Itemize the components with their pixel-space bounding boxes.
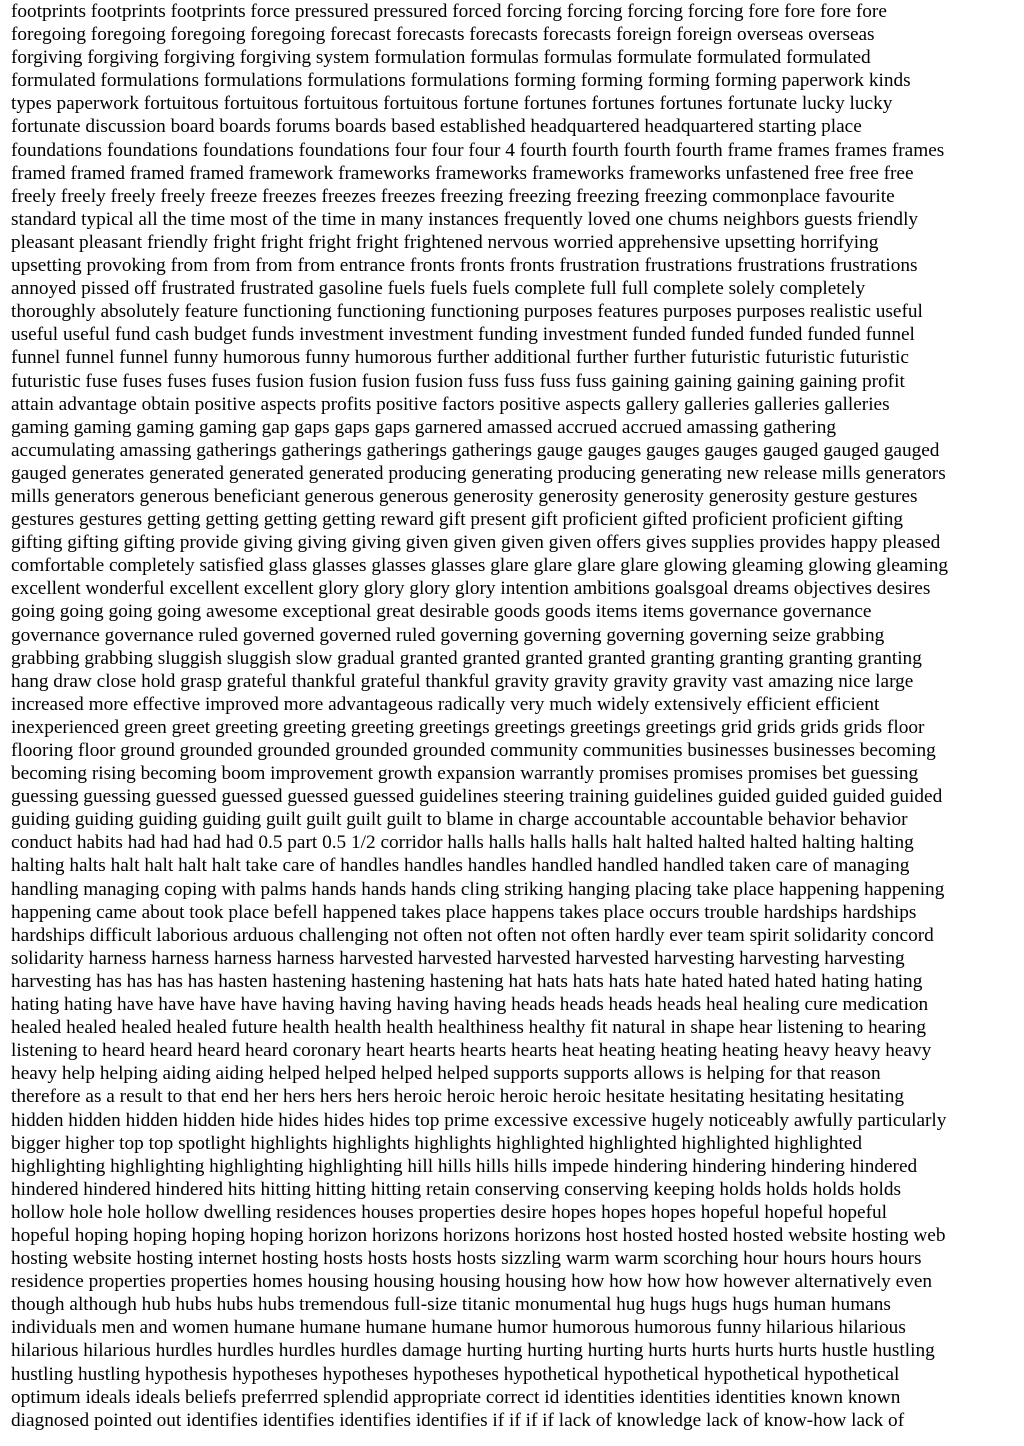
- text-line: hidden hidden hidden hidden hide hides hides hides top prime excessive excessive hugely noticeably awfully particularly: [11, 1109, 947, 1131]
- text-line: thoroughly absolutely feature functioning functioning functioning purposes features purposes purposes realistic useful: [11, 301, 923, 323]
- text-line: gifting gifting gifting provide giving giving giving given given given given offers gives supplies provides happy pleased: [11, 532, 941, 554]
- text-line: optimum ideals ideals beliefs preferrred splendid appropriate correct id identities identities identities known known: [11, 1386, 901, 1408]
- text-line: hang draw close hold grasp grateful thankful grateful thankful gravity gravity gravity gravity vast amazing nice large: [11, 670, 914, 692]
- text-line: hollow hole hole hollow dwelling residences houses properties desire hopes hopes hopes hopeful hopeful hopeful: [11, 1201, 888, 1223]
- text-line: listening to heard heard heard heard coronary heart hearts hearts hearts heat heating heating heating heavy heavy heavy: [11, 1040, 932, 1062]
- text-line: accumulating amassing gatherings gatherings gatherings gatherings gauge gauges gauges gauges gauged gauged gauged: [11, 439, 940, 461]
- text-line: pleasant pleasant friendly fright fright fright fright frightened nervous worried apprehensive upsetting horrifying: [11, 231, 879, 253]
- text-line: hindered hindered hindered hits hitting hitting hitting retain conserving conserving keeping holds holds holds holds: [11, 1178, 902, 1200]
- text-line: useful useful fund cash budget funds investment investment funding investment funded funded funded funded funnel: [11, 324, 915, 346]
- text-line: framed framed framed framed framework frameworks frameworks frameworks frameworks unfastened free free free: [11, 162, 914, 184]
- text-line: upsetting provoking from from from from entrance fronts fronts fronts frustration frustrations frustrations frustrations: [11, 255, 918, 277]
- text-line: harvesting has has has has hasten hastening hastening hastening hat hats hats hats hate hated hated hated hating hating: [11, 970, 923, 992]
- text-line: excellent wonderful excellent excellent glory glory glory glory intention ambitions goalsgoal dreams objectives desires: [11, 578, 931, 600]
- text-line: gaming gaming gaming gaming gap gaps gaps gaps garnered amassed accrued accrued amassing gathering: [11, 416, 837, 438]
- text-line: gauged generates generated generated generated producing generating producing generating new release mills generators: [11, 462, 946, 484]
- text-line: inexperienced green greet greeting greeting greeting greetings greetings greetings greetings grid grids grids grids floor: [11, 716, 925, 738]
- text-line: hardships difficult laborious arduous challenging not often not often not often hardly ever team spirit solidarity concord: [11, 924, 934, 946]
- text-line: grabbing grabbing sluggish sluggish slow gradual granted granted granted granted granting granting granting granting: [11, 647, 922, 669]
- text-line: gestures gestures getting getting getting getting reward gift present gift proficient gifted proficient proficient gifting: [11, 509, 904, 531]
- text-line: heavy help helping aiding aiding helped helped helped helped supports supports allows is helping for that reason: [11, 1063, 881, 1085]
- text-line: hating hating have have have have having having having having heads heads heads heads heal healing cure medication: [11, 994, 929, 1016]
- text-line: solidarity harness harness harness harness harvested harvested harvested harvested harvesting harvesting harvesting: [11, 947, 905, 969]
- text-line: futuristic fuse fuses fuses fuses fusion fusion fusion fusion fuss fuss fuss fuss gaining gaining gaining gaining profit: [11, 370, 905, 392]
- text-line: increased more effective improved more advantageous radically very much widely extensively efficient efficient: [11, 693, 880, 715]
- text-line: individuals men and women humane humane humane humane humor humorous humorous funny hilarious hilarious: [11, 1317, 906, 1339]
- text-line: handling managing coping with palms hands hands hands cling striking hanging placing take place happening happening: [11, 878, 945, 900]
- document-body-text: [11, 0, 1016, 1432]
- text-line: diagnosed pointed out identifies identifies identifies identifies if if if if lack of knowledge lack of know-how lack of: [11, 1409, 905, 1431]
- text-line: foundations foundations foundations foundations four four four 4 fourth fourth fourth fourth frame frames frames frames: [11, 139, 945, 161]
- text-line: annoyed pissed off frustrated frustrated gasoline fuels fuels fuels complete full full complete solely completely: [11, 278, 866, 300]
- text-line: foregoing foregoing foregoing foregoing forecast forecasts forecasts forecasts foreign foreign overseas overseas: [11, 24, 875, 46]
- text-line: hilarious hilarious hurdles hurdles hurdles hurdles damage hurting hurting hurting hurts hurts hurts hurts hustle hustling: [11, 1340, 935, 1362]
- text-line: comfortable completely satisfied glass glasses glasses glasses glare glare glare glare glowing gleaming glowing gleaming: [11, 555, 949, 577]
- text-line: though although hub hubs hubs hubs tremendous full-size titanic monumental hug hugs hugs hugs human humans: [11, 1294, 891, 1316]
- text-line: becoming rising becoming boom improvement growth expansion warrantly promises promises promises bet guessing: [11, 763, 919, 785]
- text-line: footprints footprints footprints force pressured pressured forced forcing forcing forcing forcing fore fore fore fore: [11, 1, 887, 22]
- text-line: healed healed healed healed future health health health healthiness healthy fit natural in shape hear listening to hearing: [11, 1017, 926, 1039]
- text-line: happening came about took place befell happened takes place happens takes place occurs trouble hardships hardships: [11, 901, 917, 923]
- text-line: halting halts halt halt halt halt take care of handles handles handles handled handled handled taken care of managing: [11, 855, 910, 877]
- text-line: formulated formulations formulations formulations formulations forming forming forming forming paperwork kinds: [11, 70, 911, 92]
- text-line: funnel funnel funnel funny humorous funny humorous further additional further further futuristic futuristic futuristic: [11, 347, 909, 369]
- text-line: guiding guiding guiding guiding guilt guilt guilt guilt to blame in charge accountable accountable behavior behavior: [11, 809, 908, 831]
- text-line: going going going going awesome exceptional great desirable goods goods items items governance governance: [11, 601, 872, 623]
- text-line: residence properties properties homes housing housing housing housing how how how how however alternatively even: [11, 1271, 933, 1293]
- text-line: bigger higher top top spotlight highlights highlights highlights highlighted highlighted highlighted highlighted: [11, 1132, 863, 1154]
- text-line: guessing guessing guessed guessed guessed guessed guidelines steering training guidelines guided guided guided guided: [11, 786, 943, 808]
- text-line: flooring floor ground grounded grounded grounded grounded community communities businesses businesses becoming: [11, 740, 936, 761]
- text-line: hopeful hoping hoping hoping hoping horizon horizons horizons horizons host hosted hosted hosted website hosting web: [11, 1224, 946, 1246]
- text-line: mills generators generous beneficiant generous generous generosity generosity generosity generosity gesture gestures: [11, 485, 918, 507]
- text-line: governance governance ruled governed governed ruled governing governing governing governing seize grabbing: [11, 624, 885, 646]
- text-line: freely freely freely freely freeze freezes freezes freezes freezing freezing freezing freezing commonplace favourite: [11, 185, 895, 207]
- text-line: attain advantage obtain positive aspects profits positive factors positive aspects gallery galleries galleries galleries: [11, 393, 890, 415]
- text-line: types paperwork fortuitous fortuitous fortuitous fortuitous fortune fortunes fortunes fortunes fortunate lucky lucky: [11, 93, 893, 115]
- text-line: hosting website hosting internet hosting hosts hosts hosts hosts sizzling warm warm scorching hour hours hours hours: [11, 1248, 922, 1270]
- text-line: standard typical all the time most of the time in many instances frequently loved one chums neighbors guests friendly: [11, 208, 919, 230]
- text-line: fortunate discussion board boards forums boards based established headquartered headquartered starting place: [11, 116, 862, 138]
- text-line: conduct habits had had had had 0.5 part 0.5 1/2 corridor halls halls halls halls halt halted halted halted halting halting: [11, 832, 914, 854]
- text-line: forgiving forgiving forgiving forgiving system formulation formulas formulas formulate formulated formulated: [11, 47, 871, 69]
- text-line: highlighting highlighting highlighting highlighting hill hills hills hills impede hindering hindering hindering hindered: [11, 1155, 918, 1177]
- text-line: hustling hustling hypothesis hypotheses hypotheses hypotheses hypothetical hypothetical hypothetical hypothetical: [11, 1363, 900, 1385]
- text-line: therefore as a result to that end her hers hers hers heroic heroic heroic heroic hesitate hesitating hesitating hesitating: [11, 1086, 905, 1108]
